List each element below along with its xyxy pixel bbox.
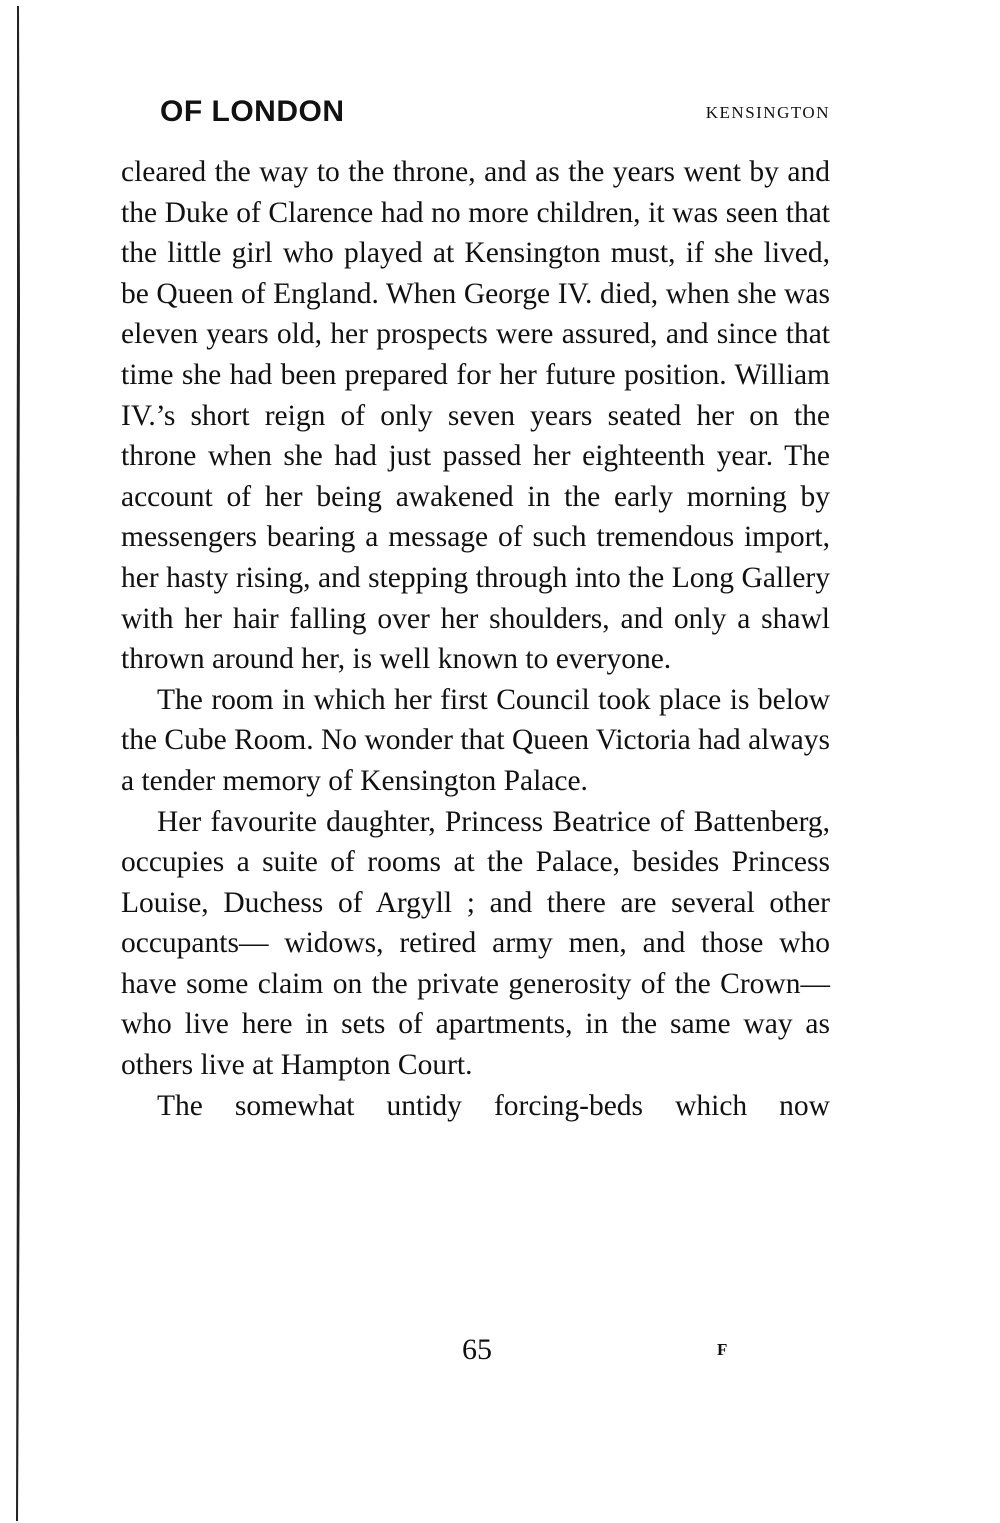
paragraph-forcing-beds: The somewhat untidy forcing-beds which now (157, 1089, 830, 1122)
paragraph-princess-beatrice: Her favourite daughter, Princess Beatrice of Battenberg, occupies a suite of rooms at the Palace, besides Princess Louise, Duchess of Argyll ; and there are several other occupants— widows, retired army men, and those who have some claim on the private generosity of the Crown—who live here in sets of apartments, in the same way as others live at Hampton Court. (121, 805, 830, 1082)
paragraph-first-council: The room in which her first Council took place is below the Cube Room. No wonder that Queen Victoria had always a tender memory of Kensington Palace. (121, 683, 830, 797)
page-number: 65 (462, 1333, 492, 1366)
running-header-section: KENSINGTON (705, 103, 830, 122)
running-header (160, 92, 830, 136)
paragraph-continued: cleared the way to the throne, and as the years went by and the Duke of Clarence had no more children, it was seen that the little girl who played at Kensington must, if she lived, be Queen of England. When George IV. died, when she was eleven years old, her prospects were assured, and since that time she had been prepared for her future position. William IV.’s short reign of only seven years seated her on the throne when she had just passed her eighteenth year. The account of her being awakened in the early morning by messengers bearing a message of such tremendous import, her hasty rising, and stepping through into the Long Gallery with her hair falling over her shoulders, and only a shawl thrown around her, is well known to everyone. (121, 156, 830, 676)
body-text (121, 152, 830, 1126)
signature-mark: F (717, 1340, 728, 1359)
running-header-title: OF LONDON (160, 95, 345, 128)
page-binding-edge (14, 6, 22, 1521)
